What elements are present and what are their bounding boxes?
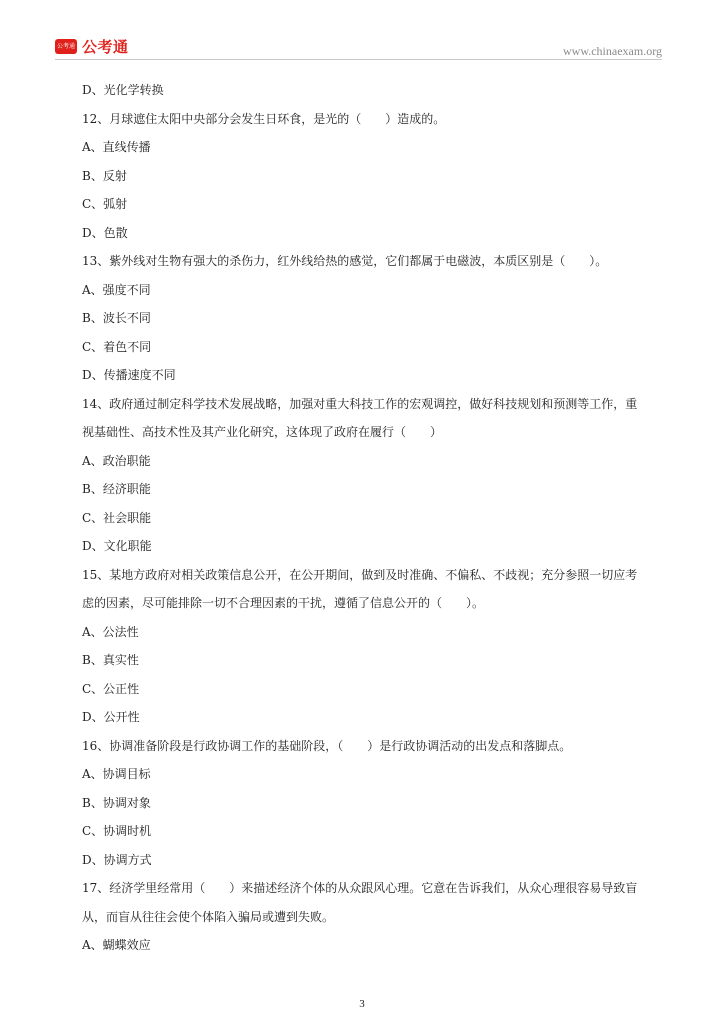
page-header bbox=[0, 0, 724, 62]
option-line: D、光化学转换 bbox=[82, 83, 164, 97]
question-line-continued: 从，而盲从往往会使个体陷入骗局或遭到失败。 bbox=[82, 909, 335, 924]
question-line-continued: 视基础性、高技术性及其产业化研究，这体现了政府在履行（ ） bbox=[82, 425, 443, 439]
option-line: A、直线传播 bbox=[82, 140, 151, 154]
option-line: A、蝴蝶效应 bbox=[82, 938, 151, 952]
option-line: C、社会职能 bbox=[82, 510, 152, 525]
logo-name: 公考通 bbox=[82, 38, 129, 56]
option-line: C、协调时机 bbox=[82, 824, 152, 838]
option-line: B、经济职能 bbox=[82, 482, 151, 496]
question-line-continued: 虑的因素，尽可能排除一切不合理因素的干扰，遵循了信息公开的（ ）。 bbox=[82, 596, 485, 610]
header-divider bbox=[55, 59, 662, 60]
question-content bbox=[82, 76, 667, 960]
option-line: B、真实性 bbox=[82, 653, 139, 667]
option-line: A、协调目标 bbox=[82, 767, 151, 781]
option-line: C、着色不同 bbox=[82, 339, 152, 354]
logo bbox=[55, 36, 129, 57]
page-number: 3 bbox=[359, 998, 365, 1010]
question-line: 14、政府通过制定科学技术发展战略，加强对重大科技工作的宏观调控，做好科技规划和预测等工作，重 bbox=[82, 396, 638, 411]
option-line: A、公法性 bbox=[82, 624, 139, 639]
option-line: D、传播速度不同 bbox=[82, 368, 176, 382]
option-line: D、协调方式 bbox=[82, 852, 152, 867]
question-line: 12、月球遮住太阳中央部分会发生日环食，是光的（ ）造成的。 bbox=[82, 111, 446, 126]
option-line: D、公开性 bbox=[82, 710, 140, 724]
option-line: A、政治职能 bbox=[82, 453, 151, 468]
site-url: www.chinaexam.org bbox=[563, 44, 662, 58]
question-line: 13、紫外线对生物有强大的杀伤力，红外线给热的感觉，它们都属于电磁波，本质区别是（ ）。 bbox=[82, 254, 608, 268]
logo-badge-icon: 公考通 bbox=[55, 39, 77, 54]
option-line: C、弧射 bbox=[82, 197, 128, 211]
question-line: 17、经济学里经常用（ ）来描述经济个体的从众跟风心理。它意在告诉我们，从众心理很容易导致盲 bbox=[82, 881, 638, 895]
option-line: B、协调对象 bbox=[82, 795, 151, 810]
option-line: B、波长不同 bbox=[82, 311, 151, 325]
question-line: 15、某地方政府对相关政策信息公开，在公开期间，做到及时准确、不偏私、不歧视；充分参照一切应考 bbox=[82, 567, 638, 582]
option-line: A、强度不同 bbox=[82, 282, 151, 297]
option-line: D、色散 bbox=[82, 225, 128, 240]
option-line: D、文化职能 bbox=[82, 539, 152, 553]
option-line: B、反射 bbox=[82, 168, 127, 183]
option-line: C、公正性 bbox=[82, 681, 140, 696]
question-line: 16、协调准备阶段是行政协调工作的基础阶段，（ ）是行政协调活动的出发点和落脚点。 bbox=[82, 738, 572, 753]
